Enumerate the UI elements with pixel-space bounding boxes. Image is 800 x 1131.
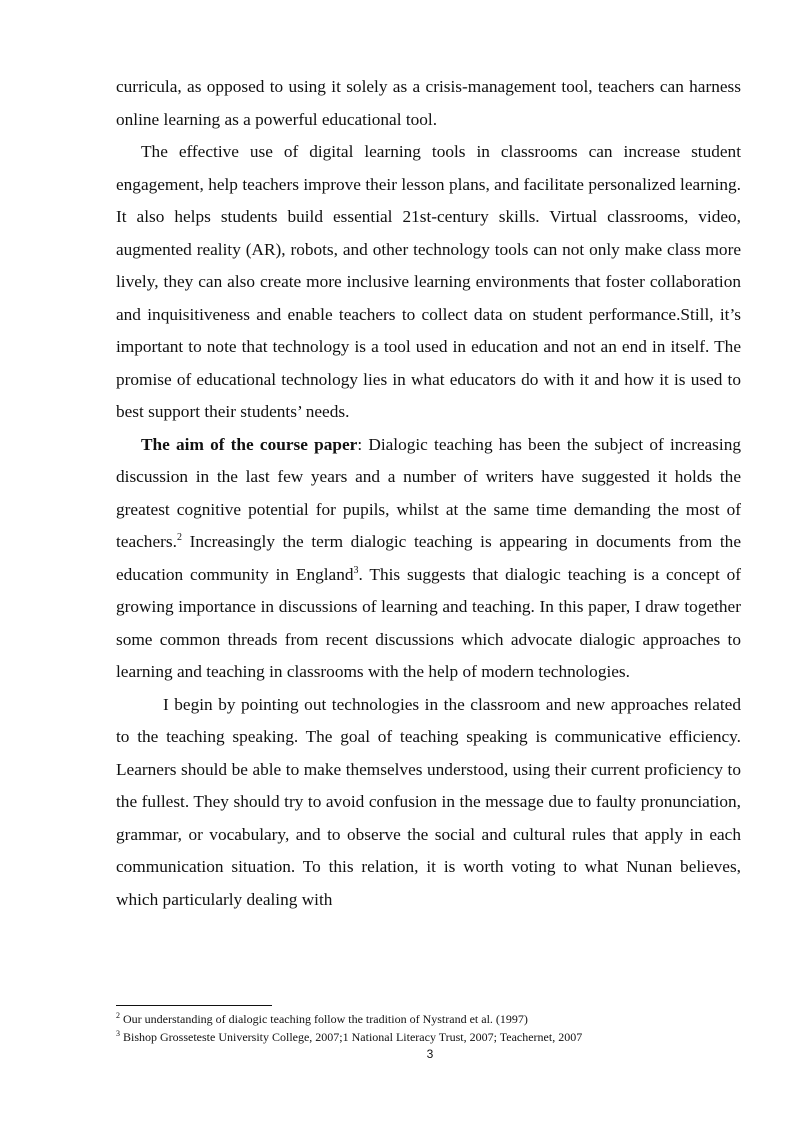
footnote-2	[116, 1010, 741, 1028]
footnote-ref-2[interactable]: 2	[176, 532, 182, 544]
footnote-3	[116, 1028, 741, 1046]
paragraph-3-text-b: Increasingly the term dialogic teaching is appearing in documents from the education community in England	[116, 532, 741, 584]
footnote-ref-3[interactable]: 3	[353, 564, 359, 576]
aim-heading: The aim of the course paper	[141, 434, 358, 454]
footnote-text: Our understanding of dialogic teaching follow the tradition of Nystrand et al. (1997)	[120, 1012, 528, 1026]
paragraph-3-text-a: : Dialogic teaching has been the subject of increasing discussion in the last few years and a number of writers have suggested it holds the greatest cognitive potential for pupils, whilst at the same time demanding the most of teachers.	[116, 434, 741, 551]
footnote-separator	[116, 1005, 272, 1006]
page-number: 3	[426, 1047, 434, 1061]
footnote-number: 2	[116, 1011, 120, 1020]
paragraph-3	[116, 429, 741, 689]
paragraph-1: curricula, as opposed to using it solely as a crisis-management tool, teachers can harness online learning as a powerful educational tool.	[116, 77, 741, 129]
footnote-text: Bishop Grosseteste University College, 2007;1 National Literacy Trust, 2007; Teachernet, 2007	[120, 1030, 583, 1044]
document-body	[116, 71, 741, 916]
paragraph-2: The effective use of digital learning tools in classrooms can increase student engagement, help teachers improve their lesson plans, and facilitate personalized learning. It also helps students build essential 21st-century skills. Virtual classrooms, video, augmented reality (AR), robots, and other technology tools can not only make class more lively, they can also create more inclusive learning environments that foster collaboration and inquisitiveness and enable teachers to collect data on student performance.Still, it’s important to note that technology is a tool used in education and not an end in itself. The promise of educational technology lies in what educators do with it and how it is used to best support their students’ needs.	[116, 142, 741, 421]
footnote-number: 3	[116, 1029, 120, 1038]
footnotes-section	[116, 1005, 741, 1046]
paragraph-3-text-c: . This suggests that dialogic teaching is a concept of growing importance in discussions of learning and teaching. In this paper, I draw together some common threads from recent discussions which advocate dialogic approaches to learning and teaching in classrooms with the help of modern technologies.	[116, 564, 742, 681]
paragraph-4: I begin by pointing out technologies in the classroom and new approaches related to the teaching speaking. The goal of teaching speaking is communicative efficiency. Learners should be able to make themselves understood, using their current proficiency to the fullest. They should try to avoid confusion in the message due to faulty pronunciation, grammar, or vocabulary, and to observe the social and cultural rules that apply in each communication situation. To this relation, it is worth voting to what Nunan believes, which particularly dealing with	[116, 694, 741, 909]
